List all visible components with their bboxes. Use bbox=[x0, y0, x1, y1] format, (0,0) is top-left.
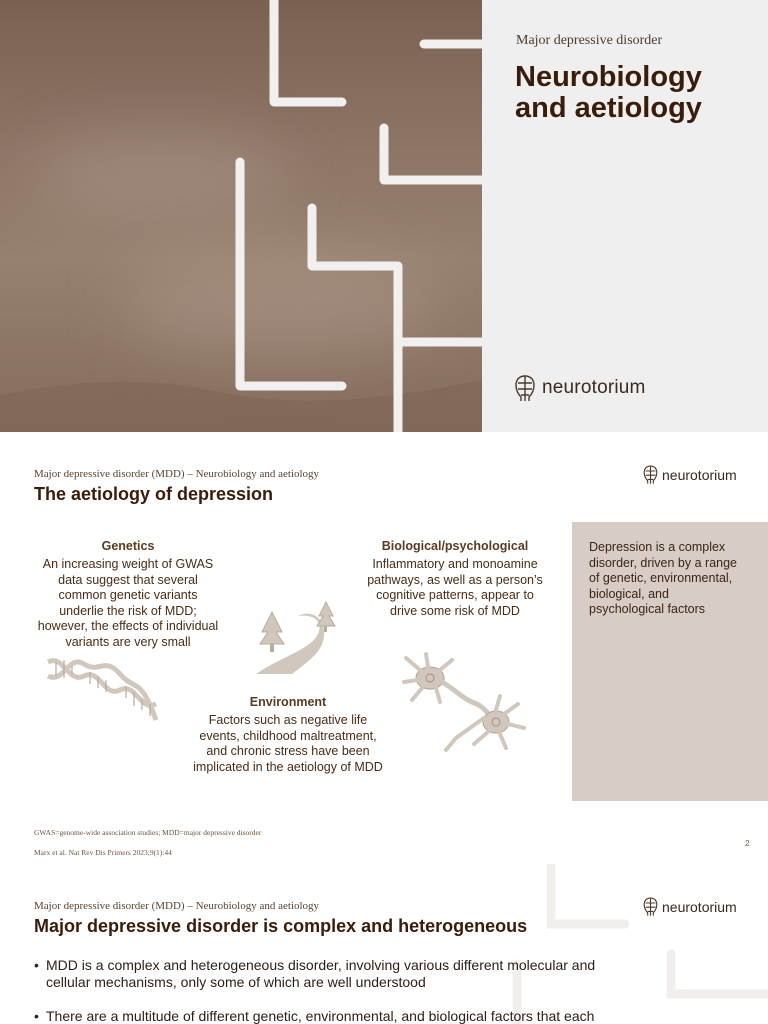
text-line: and chronic stress have been bbox=[206, 744, 370, 758]
text-line: Depression is a complex bbox=[589, 540, 726, 554]
text-line: underlie the risk of MDD; bbox=[59, 603, 197, 618]
text-line: biological, and bbox=[589, 586, 669, 601]
text-line: • MDD is a complex and heterogeneous disorder, involving various different molecular and bbox=[46, 957, 596, 973]
text-line: however, the effects of individual bbox=[37, 619, 219, 633]
cover-subtitle: Major depressive disorder bbox=[516, 33, 663, 48]
logo-wordmark: neurotorium bbox=[662, 466, 737, 483]
abbreviations-footnote: GWAS=genome-wide association studies; MDD=major depressive disorder bbox=[34, 828, 262, 837]
text-line: disorder, driven by a range bbox=[589, 555, 738, 570]
logo-wordmark: neurotorium bbox=[662, 898, 737, 915]
neurotorium-logo-icon bbox=[513, 373, 537, 403]
cover-photo bbox=[0, 0, 482, 432]
text-line: variants are very small bbox=[65, 634, 191, 649]
biological-text bbox=[350, 557, 560, 619]
cover-slide bbox=[0, 0, 768, 432]
text-line: Factors such as negative life bbox=[208, 713, 368, 727]
genetics-text bbox=[28, 557, 228, 650]
aetiology-slide bbox=[0, 432, 768, 864]
cover-title bbox=[515, 62, 755, 124]
biological-heading: Biological/psychological bbox=[381, 539, 529, 553]
environment-block bbox=[178, 695, 398, 775]
cover-title-line: Neurobiology bbox=[515, 61, 702, 93]
text-line: of genetic, environmental, bbox=[589, 571, 733, 585]
text-line: data suggest that several bbox=[58, 572, 198, 587]
complexity-slide bbox=[0, 864, 768, 1024]
bullet-item bbox=[34, 1008, 624, 1024]
page-number: 2 bbox=[745, 839, 750, 848]
dna-icon bbox=[44, 654, 162, 732]
text-line: drive some risk of MDD bbox=[390, 603, 520, 618]
neurotorium-logo bbox=[642, 896, 737, 917]
text-line: cognitive patterns, appear to bbox=[376, 588, 534, 602]
bullet-item bbox=[34, 957, 624, 991]
text-line: events, childhood maltreatment, bbox=[199, 728, 377, 743]
genetics-heading: Genetics bbox=[101, 539, 155, 553]
summary-text bbox=[589, 540, 752, 618]
bullet-list bbox=[34, 957, 624, 1024]
text-line: cellular mechanisms, only some of which are well understood bbox=[46, 974, 426, 990]
neurotorium-logo bbox=[513, 373, 646, 403]
logo-wordmark: neurotorium bbox=[542, 377, 646, 398]
text-line: implicated in the aetiology of MDD bbox=[193, 759, 383, 774]
biological-block bbox=[350, 539, 560, 619]
text-line: • There are a multitude of different genetic, environmental, and biological factors that each bbox=[46, 1008, 595, 1024]
reference-footnote: Marx et al. Nat Rev Dis Primers 2023;9(1):44 bbox=[34, 848, 172, 857]
slide-kicker: Major depressive disorder (MDD) – Neurobiology and aetiology bbox=[34, 900, 320, 912]
maze-lines-graphic bbox=[0, 0, 482, 432]
text-line: pathways, as well as a person’s bbox=[367, 572, 543, 587]
text-line: common genetic variants bbox=[58, 588, 198, 602]
text-line: psychological factors bbox=[589, 602, 706, 616]
slide-kicker: Major depressive disorder (MDD) – Neurobiology and aetiology bbox=[34, 468, 320, 480]
neurotorium-logo-icon bbox=[642, 464, 659, 485]
text-line: An increasing weight of GWAS bbox=[42, 557, 214, 571]
summary-box bbox=[572, 522, 768, 801]
neurotorium-logo-icon bbox=[642, 896, 659, 917]
road-icon bbox=[252, 600, 336, 674]
tree-icon bbox=[260, 612, 284, 652]
cover-title-line: and aetiology bbox=[515, 92, 702, 124]
neurotorium-logo bbox=[642, 464, 737, 485]
environment-text bbox=[178, 713, 398, 775]
slide-title: Major depressive disorder is complex and heterogeneous bbox=[34, 916, 528, 936]
text-line: Inflammatory and monoamine bbox=[372, 557, 538, 571]
environment-heading: Environment bbox=[249, 695, 327, 709]
slide-title: The aetiology of depression bbox=[34, 484, 274, 504]
neuron-icon bbox=[400, 652, 530, 756]
genetics-block bbox=[28, 539, 228, 650]
